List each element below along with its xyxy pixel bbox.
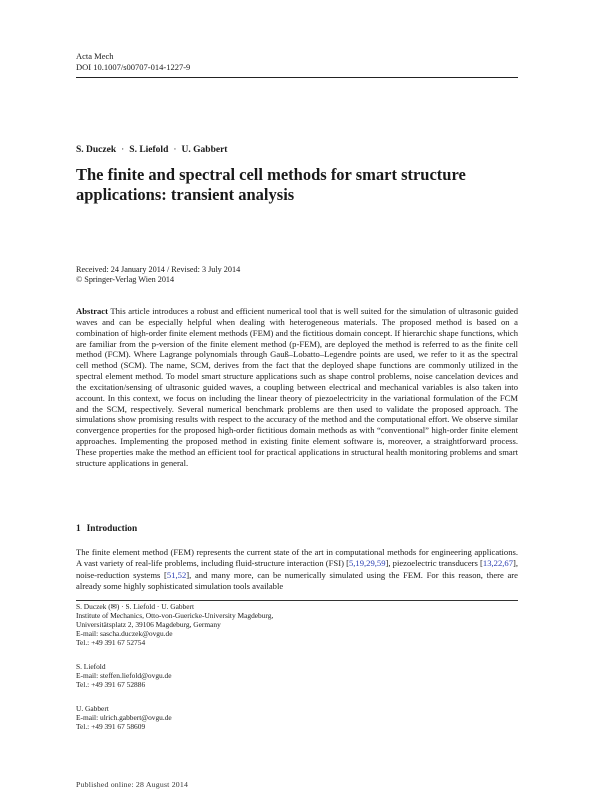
affiliation-email: E-mail: sascha.duczek@ovgu.de xyxy=(76,628,173,638)
intro-text: The finite element method (FEM) represents the current state of the art in computational methods for engineering applications. A vast variety of real-life problems, including fluid-structure interaction (FSI) [ xyxy=(76,547,518,569)
article-dates xyxy=(76,265,240,285)
affiliation-block xyxy=(76,663,172,690)
abstract-label: Abstract xyxy=(76,306,108,316)
abstract-text: This article introduces a robust and efficient numerical tool that is well suited for the simulation of ultrasonic guided waves and can be especially helpful when dealing with heterogeneous materials. The proposed method is based on a combination of high-order finite element methods (FEM) and the fictitious domain concept. If hierarchic shape functions, which are familiar from the p-version of the finite element method (p-FEM), are deployed the method is referred to as the finite cell method (FCM). Where Lagrange polynomials through Gauß–Lobatto–Legendre points are used, we refer to it as the spectral cell method (SCM). The name, SCM, derives from the fact that the deployed shape functions are commonly utilized in the spectral element method. To model smart structure applications such as shape control problems, noise cancelation devices and the excitation/sensing of ultrasonic guided waves, a coupling between electrical and mechanical variables is also taken into account. In this context, we focus on including the linear theory of piezoelectricity in the variational formulation of the FCM and the SCM, respectively. Several numerical benchmark problems are then used to validate the proposed approach. The simulations show promising results with respect to the accuracy of the method and the computational effort. We observe similar convergence properties for the proposed high-order fictitious domain methods as with “conventional” high-order finite element approaches. Implementing the proposed method in existing finite element software is, moreover, a straightforward process. These properties make the method an efficient tool for practical applications in structural health monitoring problems and smart structure applications in general. xyxy=(76,306,518,468)
author-name: S. Duczek xyxy=(76,145,117,155)
section-title: Introduction xyxy=(86,524,138,534)
affiliation-institute: Institute of Mechanics, Otto-von-Guericke-University Magdeburg, xyxy=(76,610,274,620)
affiliation-email: E-mail: steffen.liefold@ovgu.de xyxy=(76,670,172,680)
affiliation-address: Universitätsplatz 2, 39106 Magdeburg, Germany xyxy=(76,619,221,629)
intro-text: ], noise-reduction systems [ xyxy=(76,558,518,580)
paper-title: The finite and spectral cell methods for smart structure applications: transient analysis xyxy=(76,165,466,204)
author-separator: · xyxy=(173,145,177,155)
copyright: © Springer-Verlag Wien 2014 xyxy=(76,275,175,285)
published-online: Published online: 28 August 2014 xyxy=(76,780,189,789)
author-separator: · xyxy=(121,145,125,155)
intro-text: ], and many more, can be numerically simulated using the FEM. For this reason, there are already some highly sophisticated simulation tools available xyxy=(76,569,518,591)
section-number: 1 xyxy=(76,524,81,534)
affiliation-block xyxy=(76,603,273,648)
journal-header xyxy=(76,51,190,72)
section-heading xyxy=(76,524,137,534)
affiliation-name: U. Gabbert xyxy=(76,704,109,713)
journal-name: Acta Mech xyxy=(76,51,114,61)
intro-text: ], piezoelectric transducers [ xyxy=(385,558,483,569)
author-list xyxy=(76,145,227,155)
header-rule xyxy=(76,77,518,78)
received-revised: Received: 24 January 2014 / Revised: 3 July 2014 xyxy=(76,265,241,274)
affiliation-phone: Tel.: +49 391 67 58609 xyxy=(76,721,146,731)
affiliation-email: E-mail: ulrich.gabbert@ovgu.de xyxy=(76,712,172,722)
citation-link[interactable]: 51,52 xyxy=(166,569,187,580)
footnote-rule xyxy=(76,600,518,601)
author-name: S. Liefold xyxy=(129,145,169,155)
citation-link[interactable]: 5,19,29,59 xyxy=(348,558,386,569)
doi: DOI 10.1007/s00707-014-1227-9 xyxy=(76,61,191,72)
abstract xyxy=(76,306,518,469)
affiliation-name: S. Liefold xyxy=(76,662,106,671)
affiliation-block xyxy=(76,705,172,732)
affiliation-names: S. Duczek (✉) · S. Liefold · U. Gabbert xyxy=(76,602,195,611)
affiliation-phone: Tel.: +49 391 67 52754 xyxy=(76,637,146,647)
citation-link[interactable]: 13,22,67 xyxy=(482,558,513,569)
affiliation-phone: Tel.: +49 391 67 52886 xyxy=(76,679,146,689)
intro-paragraph xyxy=(76,547,518,592)
author-name: U. Gabbert xyxy=(181,145,228,155)
